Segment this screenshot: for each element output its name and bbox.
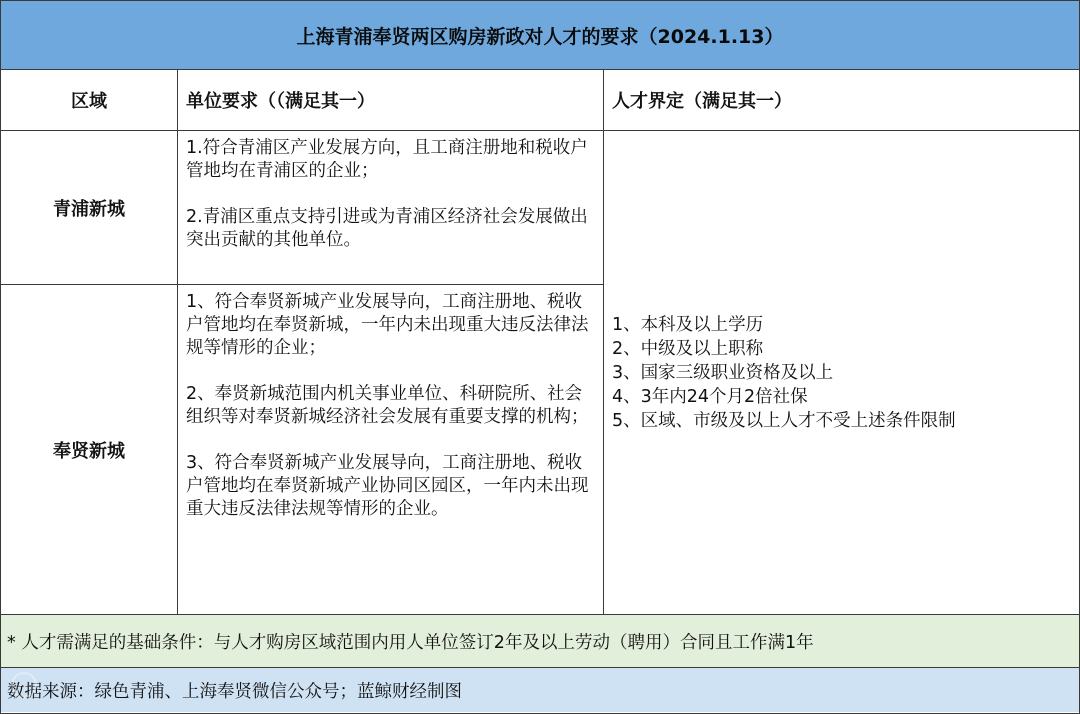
header-zone: 区域 <box>1 70 178 131</box>
table-title: 上海青浦奉贤两区购房新政对人才的要求（2024.1.13） <box>1 1 1079 70</box>
talent-item: 5、区域、市级及以上人才不受上述条件限制 <box>612 410 956 431</box>
requirements-fengxian <box>178 285 604 615</box>
talent-item: 3、国家三级职业资格及以上 <box>612 362 834 383</box>
requirement-item: 1、符合奉贤新城产业发展导向，工商注册地、税收户管地均在奉贤新城，一年内未出现重大违反法律法规等情形的企业； <box>186 292 589 358</box>
requirement-item: 1.符合青浦区产业发展方向，且工商注册地和税收户管地均在青浦区的企业； <box>186 138 588 181</box>
talent-definition-cell <box>604 131 1079 615</box>
requirements-qingpu <box>178 131 604 285</box>
talent-item: 4、3年内24个月2倍社保 <box>612 386 808 407</box>
header-talent-definition: 人才界定（满足其一） <box>604 70 1079 131</box>
requirement-item: 3、符合奉贤新城产业发展导向，工商注册地、税收户管地均在奉贤新城产业协同区园区，一年内未出现重大违反法律法规等情形的企业。 <box>186 453 589 519</box>
header-unit-requirements: 单位要求（（满足其一） <box>178 70 604 131</box>
requirement-item: 2.青浦区重点支持引进或为青浦区经济社会发展做出突出贡献的其他单位。 <box>186 207 588 250</box>
zone-fengxian: 奉贤新城 <box>1 285 178 615</box>
data-source <box>1 668 1079 712</box>
table-grid <box>1 70 1079 615</box>
data-source-text: 数据来源：绿色青浦、上海奉贤微信公众号；蓝鲸财经制图 <box>7 681 462 702</box>
talent-item: 1、本科及以上学历 <box>612 314 764 335</box>
talent-item: 2、中级及以上职称 <box>612 338 764 359</box>
zone-qingpu: 青浦新城 <box>1 131 178 285</box>
requirement-item: 2、奉贤新城范围内机关事业单位、科研院所、社会组织等对奉贤新城经济社会发展有重要支撑的机构； <box>186 384 589 427</box>
footnote: * 人才需满足的基础条件：与人才购房区域范围内用人单位签订2年及以上劳动（聘用）合同且工作满1年 <box>1 615 1079 668</box>
